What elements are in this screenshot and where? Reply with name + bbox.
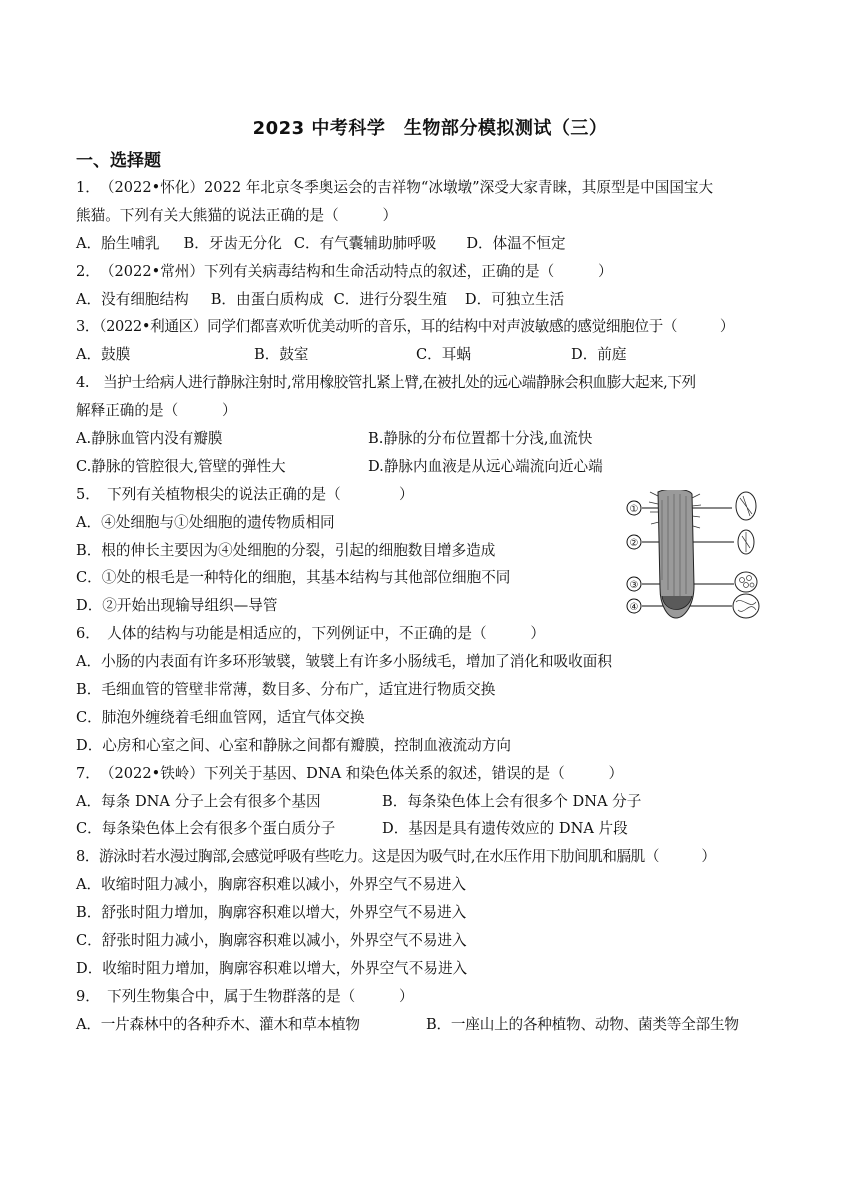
question-2-option-c: C．进行分裂生殖 — [333, 290, 447, 308]
figure-label-2: ② — [629, 538, 639, 549]
figure-label-3: ③ — [629, 580, 639, 591]
question-8-option-c: C．舒张时阻力减小，胸廓容积难以减小，外界空气不易进入 — [76, 932, 467, 950]
question-9-options — [76, 1011, 794, 1039]
question-6-option-d: D．心房和心室之间、心室和静脉之间都有瓣膜，控制血液流动方向 — [76, 736, 511, 754]
question-6-option-a: A．小肠的内表面有许多环形皱襞，皱襞上有许多小肠绒毛，增加了消化和吸收面积 — [76, 653, 612, 671]
question-4-stem-line-2: 解释正确的是（ ） — [76, 402, 237, 420]
question-3-options — [76, 341, 794, 369]
question-3-option-b: B．鼓室 — [254, 346, 309, 364]
figure-label-4: ④ — [629, 602, 639, 613]
question-1-stem-line-2: 熊猫。下列有关大熊猫的说法正确的是（ ） — [76, 206, 398, 224]
question-9-stem: 9． 下列生物集合中，属于生物群落的是（ ） — [76, 987, 414, 1005]
question-3-option-c: C．耳蜗 — [416, 346, 471, 364]
question-4-stem-line-1: 4. 当护士给病人进行静脉注射时,常用橡胶管扎紧上臂,在被扎处的远心端静脉会积血膨大起来,下列 — [76, 374, 696, 392]
question-4-options-row-1 — [76, 425, 794, 453]
question-1-options — [76, 230, 794, 258]
question-7-option-d: D．基因是具有遗传效应的 DNA 片段 — [382, 820, 628, 838]
question-2-options — [76, 286, 794, 314]
question-7-option-b: B．每条染色体上会有很多个 DNA 分子 — [382, 792, 642, 810]
question-3-stem: 3．（2022•利通区）同学们都喜欢听优美动听的音乐，耳的结构中对声波敏感的感觉细胞位于（ ） — [76, 318, 735, 336]
question-4-options-row-2 — [76, 453, 794, 481]
question-4-option-b: B.静脉的分布位置都十分浅,血流快 — [368, 430, 593, 448]
figure-label-1: ① — [629, 504, 639, 515]
question-1-option-b: B．牙齿无分化 — [183, 234, 282, 252]
question-7-stem: 7． （2022•铁岭）下列关于基因、DNA 和染色体关系的叙述，错误的是（ ） — [76, 764, 624, 782]
question-1-stem-line-1: 1． （2022•怀化）2022 年北京冬季奥运会的吉祥物“冰墩墩”深受大家青睐，其原型是中国国宝大 — [76, 179, 714, 196]
question-8-option-d: D．收缩时阻力增加，胸廓容积难以增大，外界空气不易进入 — [76, 959, 468, 977]
question-7-option-c: C．每条染色体上会有很多个蛋白质分子 — [76, 820, 336, 838]
question-5-option-d: D．②开始出现输导组织—导管 — [76, 597, 278, 615]
question-5-stem: 5． 下列有关植物根尖的说法正确的是（ ） — [76, 485, 414, 503]
question-2-option-d: D．可独立生活 — [464, 290, 565, 308]
question-8-option-a: A．收缩时阻力减小，胸廓容积难以减小，外界空气不易进入 — [76, 876, 466, 894]
question-6-stem: 6． 人体的结构与功能是相适应的，下列例证中，不正确的是（ ） — [76, 625, 545, 643]
question-8-stem: 8．游泳时若水漫过胸部,会感觉呼吸有些吃力。这是因为吸气时,在水压作用下肋间肌和膈肌（ ） — [76, 848, 716, 866]
question-8-option-b: B．舒张时阻力增加，胸廓容积难以增大，外界空气不易进入 — [76, 904, 467, 922]
question-5-option-c: C．①处的根毛是一种特化的细胞，其基本结构与其他部位细胞不同 — [76, 569, 511, 587]
question-7-option-a: A．每条 DNA 分子上会有很多个基因 — [76, 792, 321, 810]
question-9-option-b: B．一座山上的各种植物、动物、菌类等全部生物 — [426, 1015, 739, 1033]
question-3-option-a: A．鼓膜 — [76, 346, 131, 364]
question-4-option-d: D.静脉内血液是从远心端流向近心端 — [368, 457, 603, 475]
question-1-option-d: D．体温不恒定 — [466, 234, 566, 252]
question-7-options-row-1 — [76, 788, 794, 816]
question-4-option-a: A.静脉血管内没有瓣膜 — [76, 430, 223, 448]
question-2-option-a: A．没有细胞结构 — [76, 290, 189, 308]
question-4-option-c: C.静脉的管腔很大,管壁的弹性大 — [76, 457, 286, 475]
question-6-option-c: C．肺泡外缠绕着毛细血管网，适宜气体交换 — [76, 708, 365, 726]
question-3-option-d: D．前庭 — [571, 346, 627, 364]
question-2-option-b: B．由蛋白质构成 — [210, 290, 324, 308]
question-1-option-a: A．胎生哺乳 — [76, 234, 160, 252]
question-5-option-a: A．④处细胞与①处细胞的遗传物质相同 — [76, 513, 335, 531]
section-heading: 一、选择题 — [76, 151, 161, 171]
question-6-option-b: B．毛细血管的管壁非常薄，数目多、分布广，适宜进行物质交换 — [76, 681, 496, 699]
question-2-stem: 2． （2022•常州）下列有关病毒结构和生命活动特点的叙述，正确的是（ ） — [76, 262, 613, 280]
question-5-option-b: B．根的伸长主要因为④处细胞的分裂，引起的细胞数目增多造成 — [76, 541, 496, 559]
question-9-option-a: A．一片森林中的各种乔木、灌木和草本植物 — [76, 1015, 360, 1033]
root-tip-figure — [622, 490, 768, 622]
question-1-option-c: C．有气囊辅助肺呼吸 — [293, 234, 437, 252]
question-7-options-row-2 — [76, 815, 794, 843]
page-title: 2023 中考科学 生物部分模拟测试（三） — [252, 118, 608, 139]
